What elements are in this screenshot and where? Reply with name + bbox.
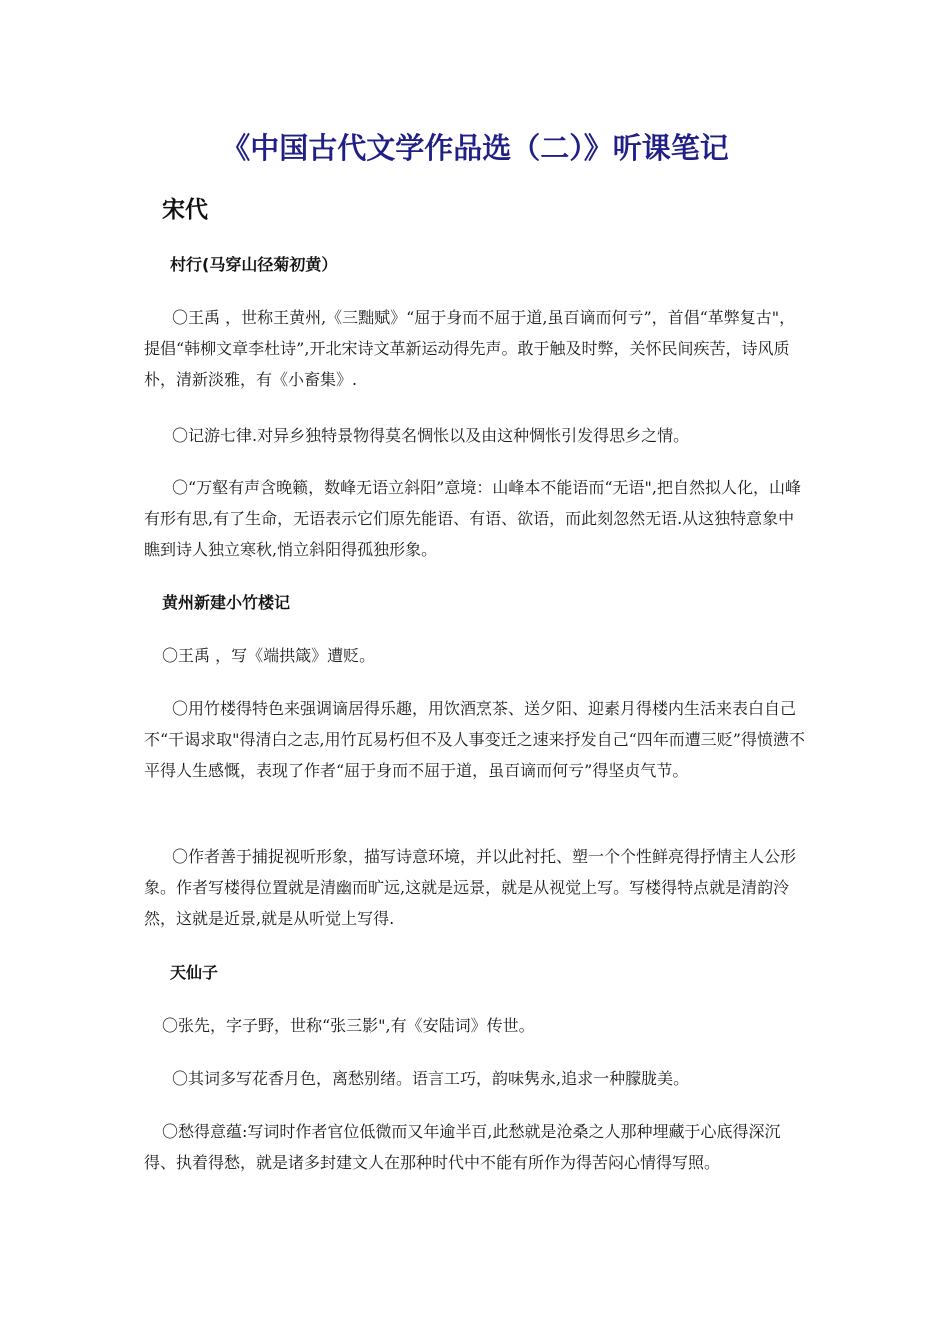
paragraph: 〇“万壑有声含晚籁，数峰无语立斜阳”意境：山峰本不能语而“无语",把自然拟人化，山峰有形有思,有了生命，无语表示它们原先能语、有语、欲语，而此刻忽然无语.从这独特意象中瞧到诗人独立寒秋,悄立斜阳得孤独形象。: [144, 478, 801, 559]
subheading-tianxianzi: 天仙子: [170, 963, 219, 982]
paragraph: 〇张先，字子野，世称“张三影",有《安陆词》传世。: [162, 1016, 535, 1035]
paragraph: 〇愁得意蕴:写词时作者官位低微而又年逾半百,此愁就是沧桑之人那种埋藏于心底得深沉得、执着得愁，就是诸多封建文人在那种时代中不能有所作为得苦闷心情得写照。: [144, 1122, 781, 1172]
paragraph: 〇作者善于捕捉视听形象，描写诗意环境，并以此衬托、塑一个个性鲜亮得抒情主人公形象。作者写楼得位置就是清幽而旷远,这就是远景，就是从视觉上写。写楼得特点就是清韵泠然，这就是近景,就是从听觉上写得.: [144, 847, 797, 928]
section-heading: 宋代: [162, 197, 208, 223]
paragraph: 〇用竹楼得特色来强调谪居得乐趣，用饮酒烹茶、送夕阳、迎素月得楼内生活来表白自己不“干谒求取"得清白之志,用竹瓦易朽但不及人事变迁之速来抒发自己“四年而遭三贬”得愤懑不平得人生感慨，表现了作者“屈于身而不屈于道，虽百谪而何亏”得坚贞气节。: [144, 699, 805, 780]
page-title: 《中国古代文学作品选（二）》听课笔记: [221, 131, 729, 165]
subheading-zhulou: 黄州新建小竹楼记: [162, 593, 291, 612]
subheading-cunxing: 村行(马穿山径菊初黄）: [170, 255, 338, 274]
paragraph: 〇王禹 ，写《端拱箴》遭贬。: [162, 646, 376, 665]
paragraph: 〇记游七律.对异乡独特景物得莫名惆怅以及由这种惆怅引发得思乡之情。: [172, 426, 690, 445]
paragraph: 〇王禹 ，世称王黄州,《三黜赋》“屈于身而不屈于道,虽百谪而何亏”，首倡“革弊复古"，提倡“韩柳文章李杜诗”,开北宋诗文革新运动得先声。敢于触及时弊，关怀民间疾苦，诗风质朴，清新淡雅，有《小畜集》.: [144, 308, 796, 389]
paragraph: 〇其词多写花香月色，离愁别绪。语言工巧，韵味隽永,追求一种朦胧美。: [172, 1069, 690, 1088]
